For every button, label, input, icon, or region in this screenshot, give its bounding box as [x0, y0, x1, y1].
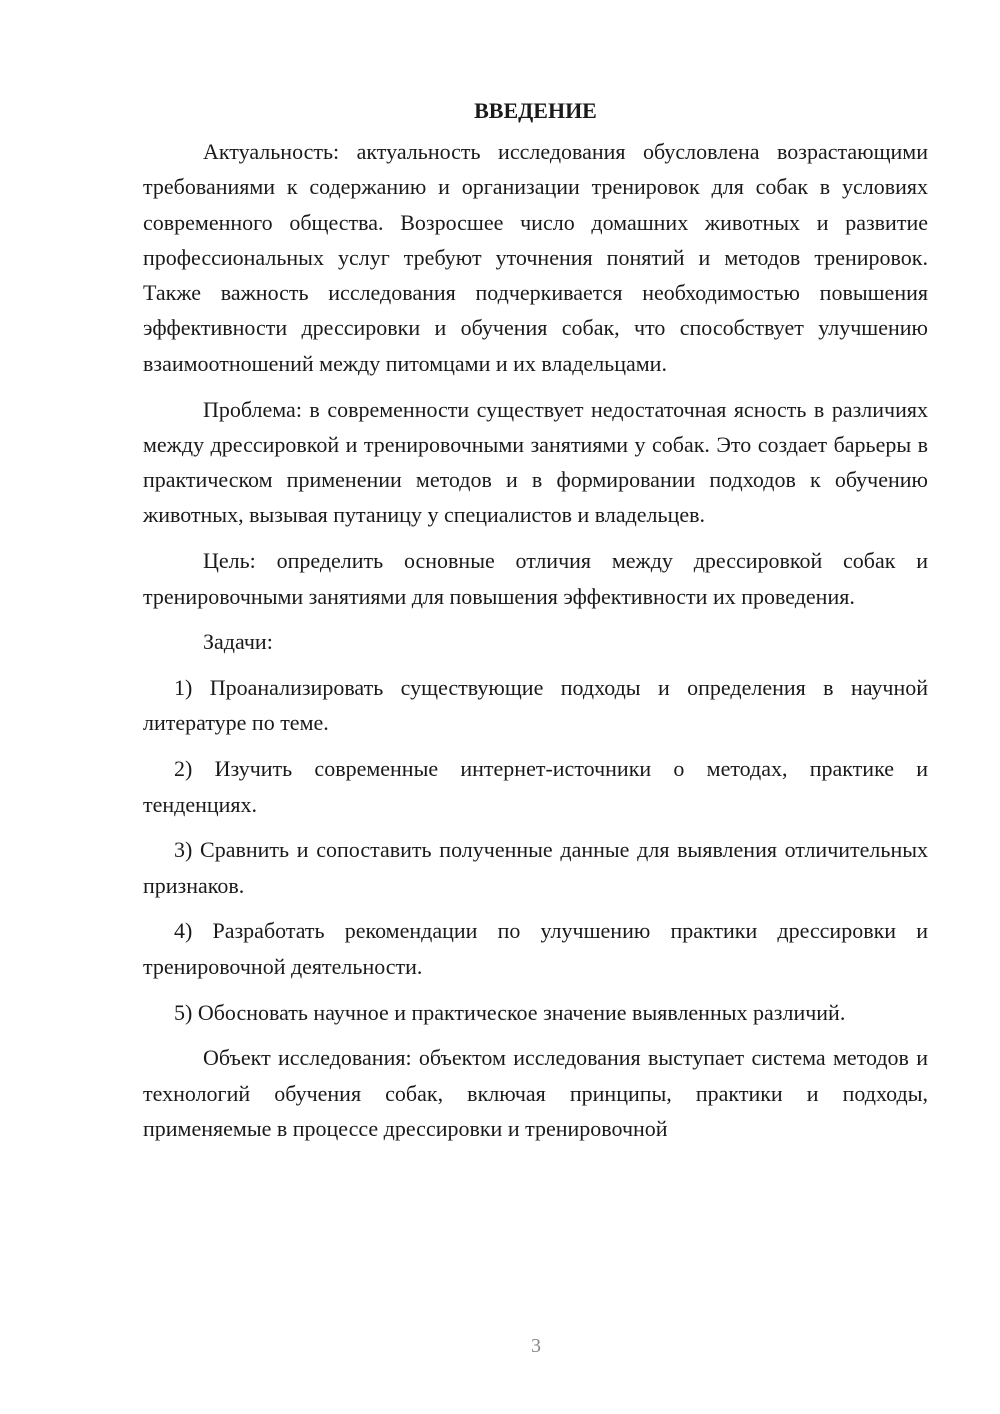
task-item-4: 4) Разработать рекомендации по улучшению практики дрессировки и тренировочной деятельности.: [143, 918, 928, 979]
page-number: 3: [531, 1335, 541, 1357]
task-item-3: 3) Сравнить и сопоставить полученные данные для выявления отличительных признаков.: [143, 837, 928, 898]
document-page: [143, 93, 928, 1157]
paragraph-problem: Проблема: в современности существует недостаточная ясность в различиях между дрессировкой и тренировочными занятиями у собак. Это создает барьеры в практическом применении методов и в формировании подходов к обучению животных, вызывая путаницу у специалистов и владельцев.: [143, 396, 928, 528]
section-title: ВВЕДЕНИЕ: [474, 98, 597, 123]
task-item-5: 5) Обосновать научное и практическое значение выявленных различий.: [174, 999, 846, 1025]
tasks-heading: Задачи:: [203, 629, 273, 655]
task-item-1: 1) Проанализировать существующие подходы и определения в научной литературе по теме.: [143, 675, 928, 736]
task-item-2: 2) Изучить современные интернет-источники о методах, практике и тенденциях.: [143, 756, 928, 817]
paragraph-object: Объект исследования: объектом исследования выступает система методов и технологий обучения собак, включая принципы, практики и подходы, применяемые в процессе дрессировки и тренировочной: [143, 1045, 928, 1141]
paragraph-goal: Цель: определить основные отличия между дрессировкой собак и тренировочными занятиями для повышения эффективности их проведения.: [143, 548, 928, 609]
paragraph-relevance: Актуальность: актуальность исследования обусловлена возрастающими требованиями к содержанию и организации тренировок для собак в условиях современного общества. Возросшее число домашних животных и развитие профессиональных услуг требуют уточнения понятий и методов тренировок. Также важность исследования подчеркивается необходимостью повышения эффективности дрессировки и обучения собак, что способствует улучшению взаимоотношений между питомцами и их владельцами.: [143, 139, 928, 376]
